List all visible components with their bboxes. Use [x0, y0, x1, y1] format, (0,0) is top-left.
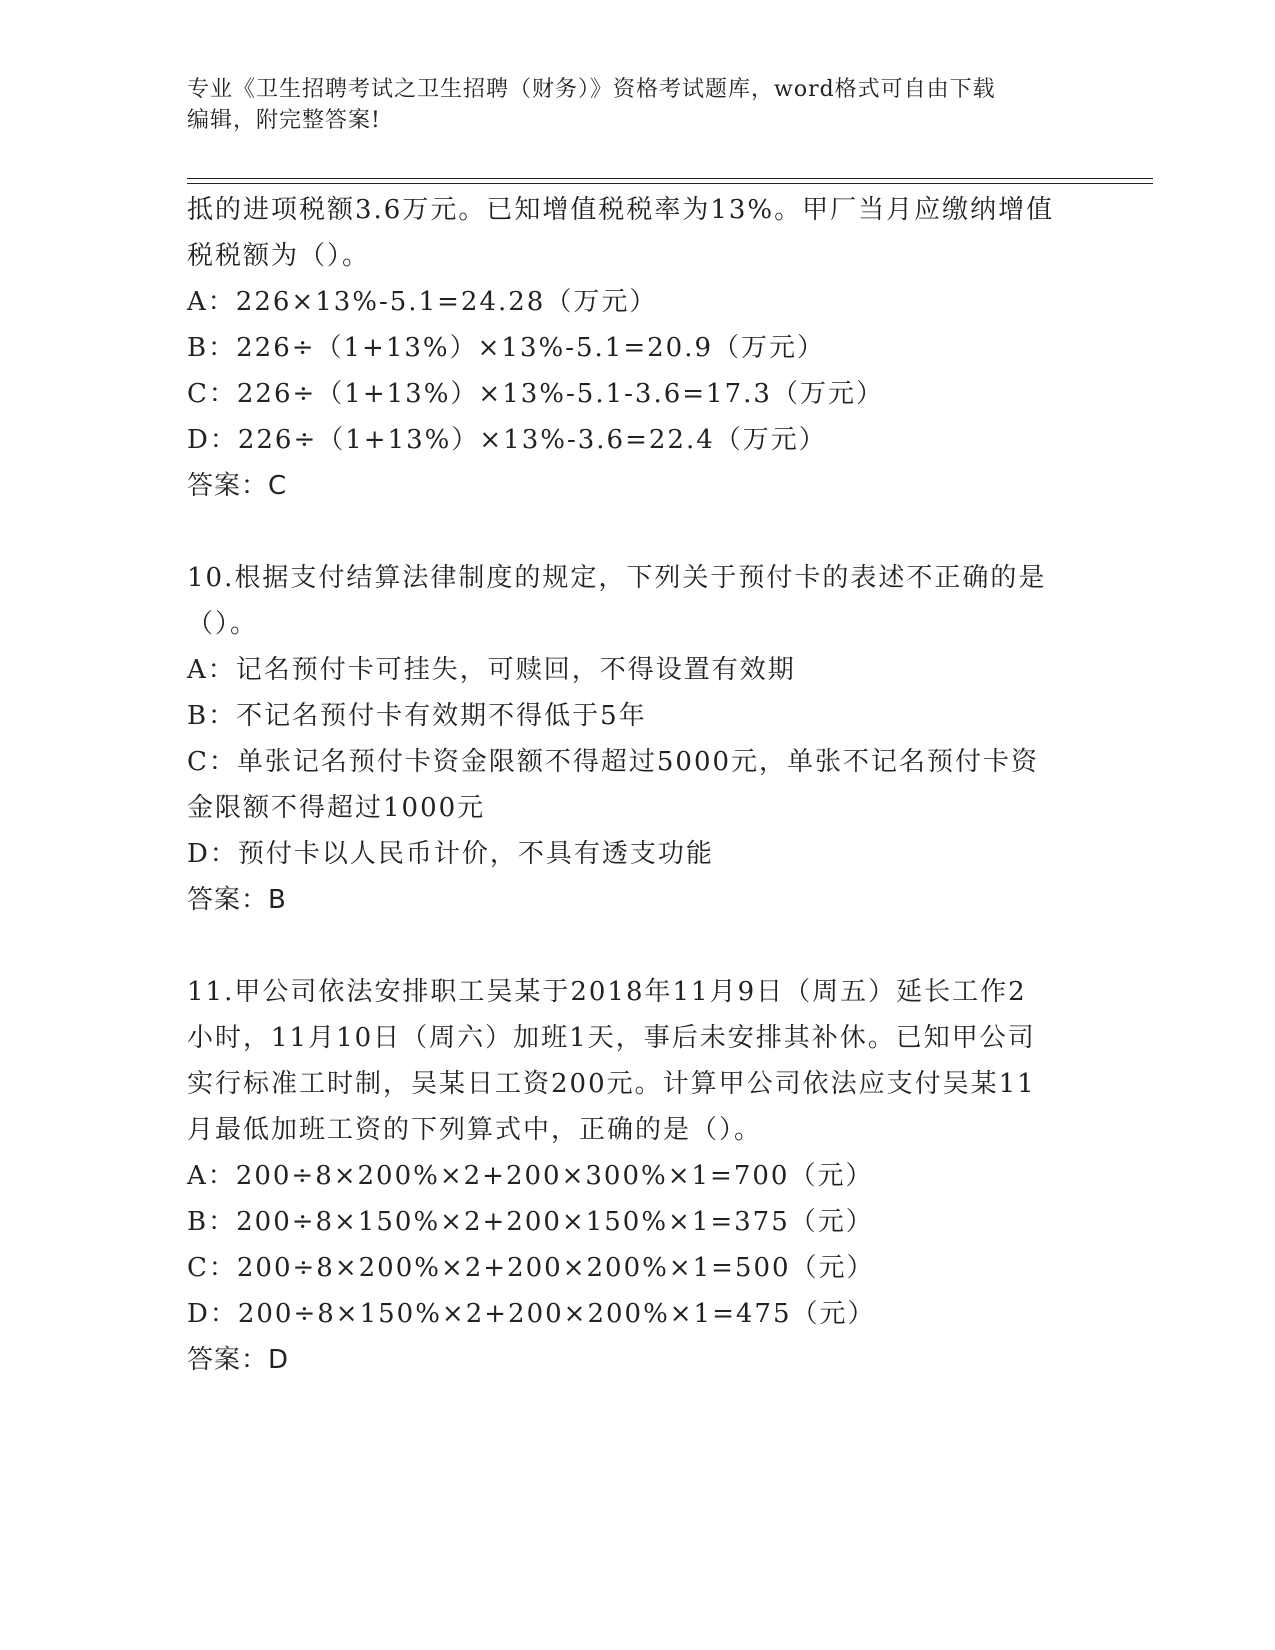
question-spacer [187, 509, 1087, 555]
question-10-stem-line-1: 10.根据支付结算法律制度的规定，下列关于预付卡的表述不正确的是 [187, 563, 1047, 593]
question-spacer [187, 923, 1087, 969]
question-10-answer: 答案：B [187, 885, 287, 915]
question-9 [187, 187, 1087, 509]
question-10-option-c-line-2: 金限额不得超过1000元 [187, 793, 486, 823]
question-9-option-a: A：226×13%-5.1=24.28（万元） [187, 287, 658, 317]
question-11-option-c: C：200÷8×200%×2+200×200%×1=500（元） [187, 1253, 875, 1283]
question-11-stem-line-3: 实行标准工时制，吴某日工资200元。计算甲公司依法应支付吴某11 [187, 1069, 1036, 1099]
header-line-2: 编辑，附完整答案! [187, 108, 381, 133]
document-header [187, 74, 1087, 136]
question-11 [187, 969, 1087, 1383]
question-11-option-b: B：200÷8×150%×2+200×150%×1=375（元） [187, 1207, 874, 1237]
question-10-option-a: A：记名预付卡可挂失，可赎回，不得设置有效期 [187, 655, 796, 685]
question-9-option-b: B：226÷（1+13%）×13%-5.1=20.9（万元） [187, 333, 826, 363]
question-9-option-c: C：226÷（1+13%）×13%-5.1-3.6=17.3（万元） [187, 379, 884, 409]
question-10-stem-line-2: （）。 [187, 609, 259, 639]
question-9-stem-line-2: 税税额为（）。 [187, 241, 371, 271]
question-11-option-d: D：200÷8×150%×2+200×200%×1=475（元） [187, 1299, 876, 1329]
question-10 [187, 555, 1087, 923]
question-9-answer: 答案：C [187, 471, 288, 501]
question-10-option-b: B：不记名预付卡有效期不得低于5年 [187, 701, 647, 731]
header-divider-top [187, 178, 1153, 179]
question-11-option-a: A：200÷8×200%×2+200×300%×1=700（元） [187, 1161, 874, 1191]
question-10-option-d: D：预付卡以人民币计价，不具有透支功能 [187, 839, 714, 869]
question-11-stem-line-2: 小时，11月10日（周六）加班1天，事后未安排其补休。已知甲公司 [187, 1023, 1036, 1053]
document-body [187, 187, 1087, 1383]
header-line-1: 专业《卫生招聘考试之卫生招聘（财务）》资格考试题库，word格式可自由下载 [187, 77, 996, 102]
question-11-stem-line-4: 月最低加班工资的下列算式中，正确的是（）。 [187, 1115, 763, 1145]
question-9-stem-line-1: 抵的进项税额3.6万元。已知增值税税率为13%。甲厂当月应缴纳增值 [187, 195, 1055, 225]
header-divider-bottom [187, 183, 1153, 184]
question-11-stem-line-1: 11.甲公司依法安排职工吴某于2018年11月9日（周五）延长工作2 [187, 977, 1027, 1007]
question-11-answer: 答案：D [187, 1345, 290, 1375]
question-9-option-d: D：226÷（1+13%）×13%-3.6=22.4（万元） [187, 425, 827, 455]
question-10-option-c-line-1: C：单张记名预付卡资金限额不得超过5000元，单张不记名预付卡资 [187, 747, 1040, 777]
